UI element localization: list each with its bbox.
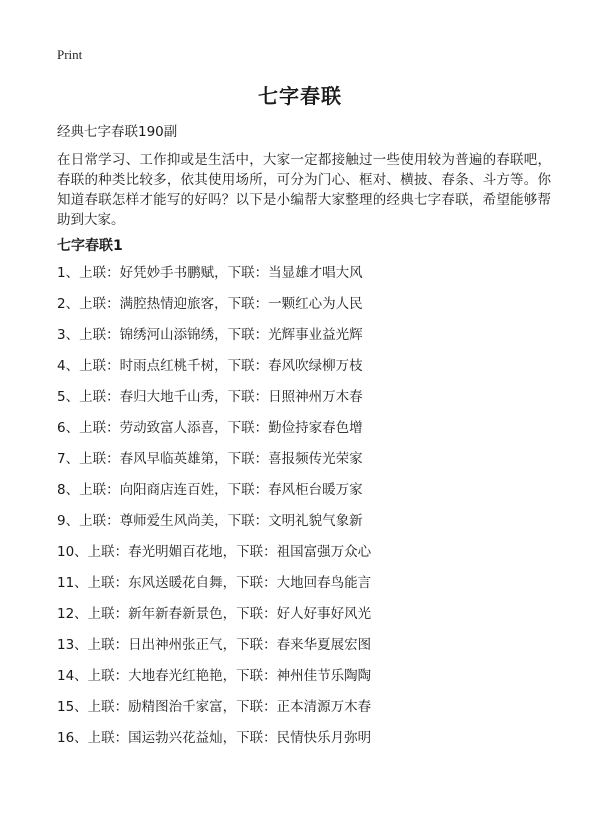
intro-paragraph: 在日常学习、工作抑或是生活中，大家一定都接触过一些使用较为普遍的春联吧，春联的种类比较多，依其使用场所，可分为门心、框对、横披、春条、斗方等。你知道春联怎样才能写的好吗？以下是小编帮大家整理的经典七字春联，希望能够帮助到大家。 xyxy=(57,152,551,228)
couplet-item: 15、上联：励精图治千家富，下联：正本清源万木春 xyxy=(57,699,372,715)
section-heading: 七字春联1 xyxy=(57,238,123,254)
couplet-item: 5、上联：春归大地千山秀，下联：日照神州万木春 xyxy=(57,389,363,405)
couplet-item: 6、上联：劳动致富人添喜，下联：勤俭持家春色增 xyxy=(57,420,363,436)
couplet-list xyxy=(57,263,557,759)
couplet-item: 9、上联：尊师爱生风尚美，下联：文明礼貌气象新 xyxy=(57,513,363,529)
couplet-item: 1、上联：好凭妙手书鹏赋，下联：当显雄才唱大风 xyxy=(57,265,363,281)
couplet-item: 4、上联：时雨点红桃千树，下联：春风吹绿柳万枝 xyxy=(57,358,363,374)
couplet-item: 2、上联：满腔热情迎旅客，下联：一颗红心为人民 xyxy=(57,296,363,312)
couplet-item: 3、上联：锦绣河山添锦绣，下联：光辉事业益光辉 xyxy=(57,327,363,343)
couplet-item: 8、上联：向阳商店连百姓，下联：春风柜台暖万家 xyxy=(57,482,363,498)
couplet-item: 11、上联：东风送暖花自舞，下联：大地回春鸟能言 xyxy=(57,575,372,591)
page-title: 七字春联 xyxy=(258,84,342,108)
couplet-item: 14、上联：大地春光红艳艳，下联：神州佳节乐陶陶 xyxy=(57,668,372,684)
couplet-item: 7、上联：春风早临英雄第，下联：喜报频传光荣家 xyxy=(57,451,363,467)
couplet-item: 16、上联：国运勃兴花益灿，下联：民情快乐月弥明 xyxy=(57,730,372,746)
couplet-item: 13、上联：日出神州张正气，下联：春来华夏展宏图 xyxy=(57,637,372,653)
couplet-item: 12、上联：新年新春新景色，下联：好人好事好风光 xyxy=(57,606,372,622)
couplet-item: 10、上联：春光明媚百花地，下联：祖国富强万众心 xyxy=(57,544,372,560)
print-link[interactable]: Print xyxy=(57,47,83,62)
subtitle: 经典七字春联190副 xyxy=(57,124,178,140)
